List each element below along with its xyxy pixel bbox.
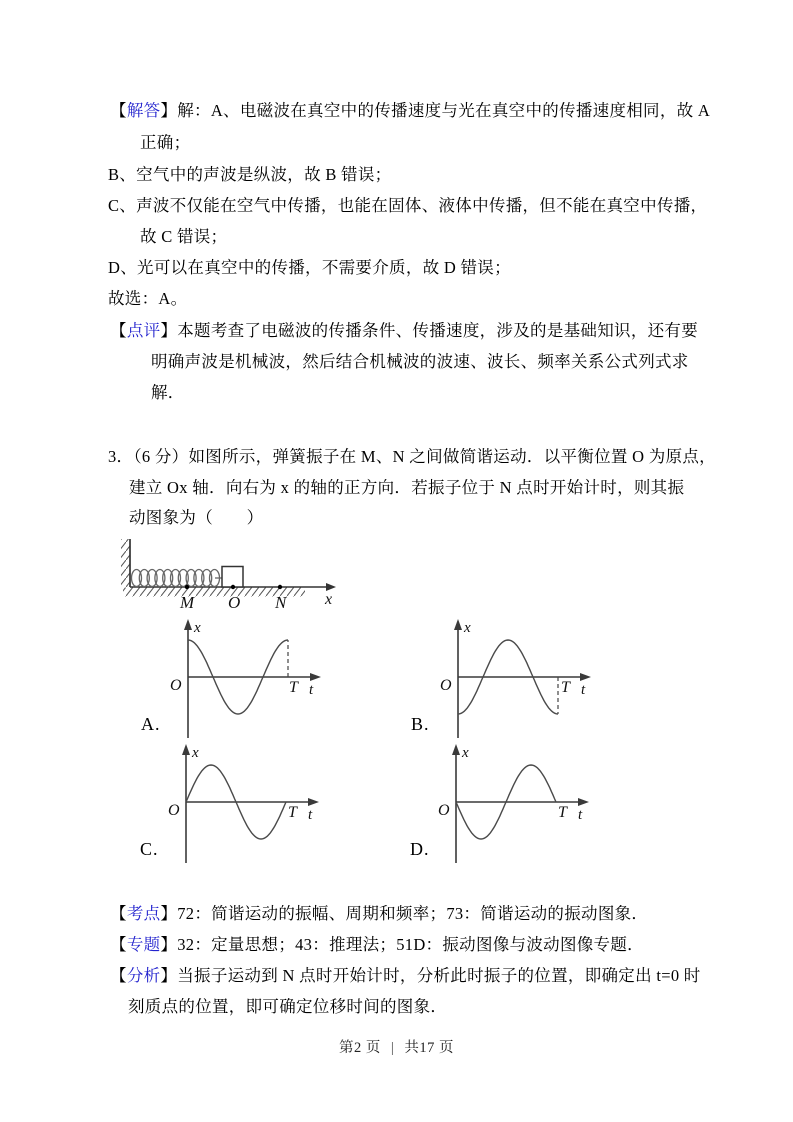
total-pages: 共17 页 [404, 1040, 454, 1056]
bracket-close: 】 [160, 966, 178, 985]
point-N-label: N [275, 593, 287, 612]
point-O-marker [231, 585, 235, 589]
bracket-open: 【 [110, 935, 127, 954]
bracket-close: 】 [160, 935, 178, 954]
bracket-open: 【 [110, 321, 127, 340]
bracket-close: 】 [160, 321, 178, 340]
solution-line: C、声波不仅能在空气中传播，也能在固体、液体中传播，但不能在真空中传播， [108, 196, 708, 215]
spring-oscillator-diagram [105, 533, 345, 615]
wall-hatching [121, 539, 130, 587]
keypoints-tag: 考点 [126, 904, 161, 923]
comment-text: 本题考查了电磁波的传播条件、传播速度，涉及的是基础知识，还有要 [177, 321, 699, 340]
point-N-marker [278, 585, 282, 589]
comment-line [110, 320, 698, 342]
keypoints-text: 72：简谐运动的振幅、周期和频率；73：简谐运动的振动图象． [177, 904, 649, 923]
t-axis-arrowhead [310, 673, 321, 681]
topics-line [110, 934, 644, 956]
solution-line [110, 100, 710, 122]
origin-label: O [170, 677, 182, 694]
t-axis-label: t [308, 807, 313, 823]
mass-block [222, 567, 243, 588]
option-graph-C [138, 743, 328, 868]
question-line: 3．（6 分）如图所示，弹簧振子在 M、N 之间做简谐运动．以平衡位置 O 为原点， [108, 447, 716, 466]
solution-tag: 解答 [126, 101, 161, 120]
bracket-open: 【 [110, 101, 127, 120]
point-O-label: O [228, 593, 241, 612]
topics-text: 32：定量思想；43：推理法；51D：振动图像与波动图像专题． [177, 935, 644, 954]
analysis-line [110, 965, 701, 987]
y-axis-arrowhead [184, 619, 192, 630]
bracket-open: 【 [110, 904, 127, 923]
bracket-close: 】 [160, 101, 178, 120]
page-footer [0, 1036, 793, 1057]
x-axis-label: x [194, 620, 201, 636]
bracket-close: 】 [160, 904, 178, 923]
period-T-label: T [558, 804, 567, 821]
option-graph-B [410, 618, 600, 743]
comment-line: 解． [151, 383, 185, 402]
option-letter-A: A. [141, 714, 161, 734]
comment-line: 明确声波是机械波，然后结合机械波的波速、波长、频率关系公式列式求 [151, 352, 689, 371]
footer-separator: | [390, 1040, 395, 1056]
x-axis-label: x [462, 745, 469, 761]
x-axis-label: x [325, 591, 333, 608]
solution-line: 故 C 错误； [140, 227, 228, 246]
solution-line: D、光可以在真空中的传播，不需要介质，故 D 错误； [108, 258, 511, 277]
y-axis-arrowhead [452, 744, 460, 755]
keypoints-line [110, 903, 648, 925]
solution-line: B、空气中的声波是纵波，故 B 错误； [108, 165, 392, 184]
option-letter-D: D. [410, 839, 430, 859]
option-graph-D [408, 743, 598, 868]
solution-text: 解：A、电磁波在真空中的传播速度与光在真空中的传播速度相同，故 A [177, 101, 711, 120]
t-axis-label: t [581, 682, 586, 698]
origin-label: O [440, 677, 452, 694]
page-number: 第2 页 [339, 1040, 381, 1056]
period-T-label: T [289, 679, 298, 696]
answer-choice-line: 故选：A。 [108, 289, 188, 308]
option-graph-A [140, 618, 330, 743]
question-line: 建立 Ox 轴．向右为 x 的轴的正方向．若振子位于 N 点时开始计时，则其振 [129, 478, 685, 497]
period-T-label: T [288, 804, 297, 821]
y-axis-arrowhead [182, 744, 190, 755]
option-letter-B: B. [411, 714, 430, 734]
solution-line: 正确； [140, 133, 191, 152]
t-axis-arrowhead [580, 673, 591, 681]
period-T-label: T [561, 679, 570, 696]
t-axis-arrowhead [578, 798, 589, 806]
origin-label: O [438, 802, 450, 819]
origin-label: O [168, 802, 180, 819]
comment-tag: 点评 [126, 321, 161, 340]
x-axis-label: x [192, 745, 199, 761]
y-axis-arrowhead [454, 619, 462, 630]
analysis-line: 刻质点的位置，即可确定位移时间的图象． [128, 997, 448, 1016]
x-axis-arrowhead [326, 583, 336, 591]
x-axis-label: x [464, 620, 471, 636]
analysis-text: 当振子运动到 N 点时开始计时，分析此时振子的位置，即确定出 t=0 时 [177, 966, 701, 985]
point-M-label: M [180, 593, 195, 612]
analysis-tag: 分析 [126, 966, 161, 985]
spring-coil [132, 570, 220, 587]
topics-tag: 专题 [126, 935, 161, 954]
question-line: 动图象为（ ） [129, 508, 264, 527]
t-axis-arrowhead [308, 798, 319, 806]
bracket-open: 【 [110, 966, 127, 985]
option-letter-C: C. [140, 839, 159, 859]
point-M-marker [185, 585, 189, 589]
t-axis-label: t [309, 682, 314, 698]
t-axis-label: t [578, 807, 583, 823]
